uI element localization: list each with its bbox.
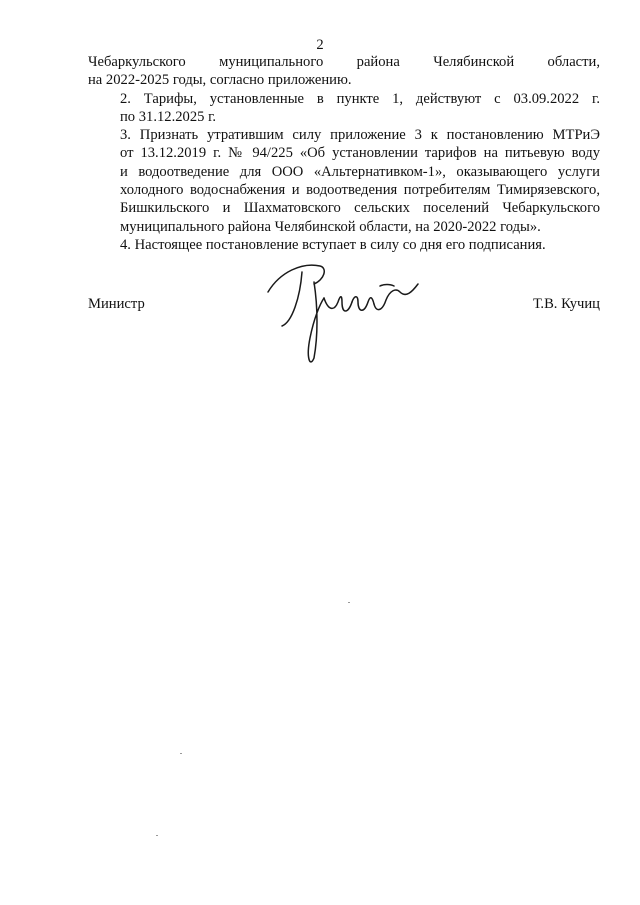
paragraph-continuation — [88, 53, 600, 90]
scan-speck — [180, 753, 182, 754]
text-line: от 13.12.2019 г. № 94/225 «Об установлении тарифов на питьевую воду — [120, 145, 600, 162]
page-number: 2 — [316, 37, 324, 53]
text-line: Чебаркульского муниципального района Челябинской области, — [88, 54, 600, 70]
document-body — [88, 53, 600, 254]
text-line: холодного водоснабжения и водоотведения потребителям Тимирязевского, — [120, 182, 600, 199]
signatory-name: Т.В. Кучиц — [532, 296, 600, 312]
text-line: Бишкильского и Шахматовского сельских поселений Чебаркульского — [120, 200, 600, 217]
paragraph-item-2 — [88, 90, 600, 127]
scan-speck — [156, 835, 158, 836]
text-line: 3. Признать утратившим силу приложение 3 к постановлению МТРиЭ — [120, 127, 600, 144]
text-line: по 31.12.2025 г. — [120, 108, 217, 125]
position-title: Министр — [88, 296, 145, 312]
text-line: на 2022-2025 годы, согласно приложению. — [88, 72, 352, 89]
paragraph-item-4 — [88, 236, 600, 254]
text-line: и водоотведение для ООО «Альтернативком-1», оказывающего услуги — [120, 163, 600, 180]
text-line: муниципального района Челябинской области, на 2020-2022 годы». — [120, 218, 541, 235]
text-line: 2. Тарифы, установленные в пункте 1, действуют с 03.09.2022 г. — [120, 90, 600, 107]
text-line: 4. Настоящее постановление вступает в силу со дня его подписания. — [120, 236, 546, 253]
paragraph-item-3 — [88, 126, 600, 236]
handwritten-signature — [262, 258, 422, 370]
scan-speck — [348, 602, 350, 603]
